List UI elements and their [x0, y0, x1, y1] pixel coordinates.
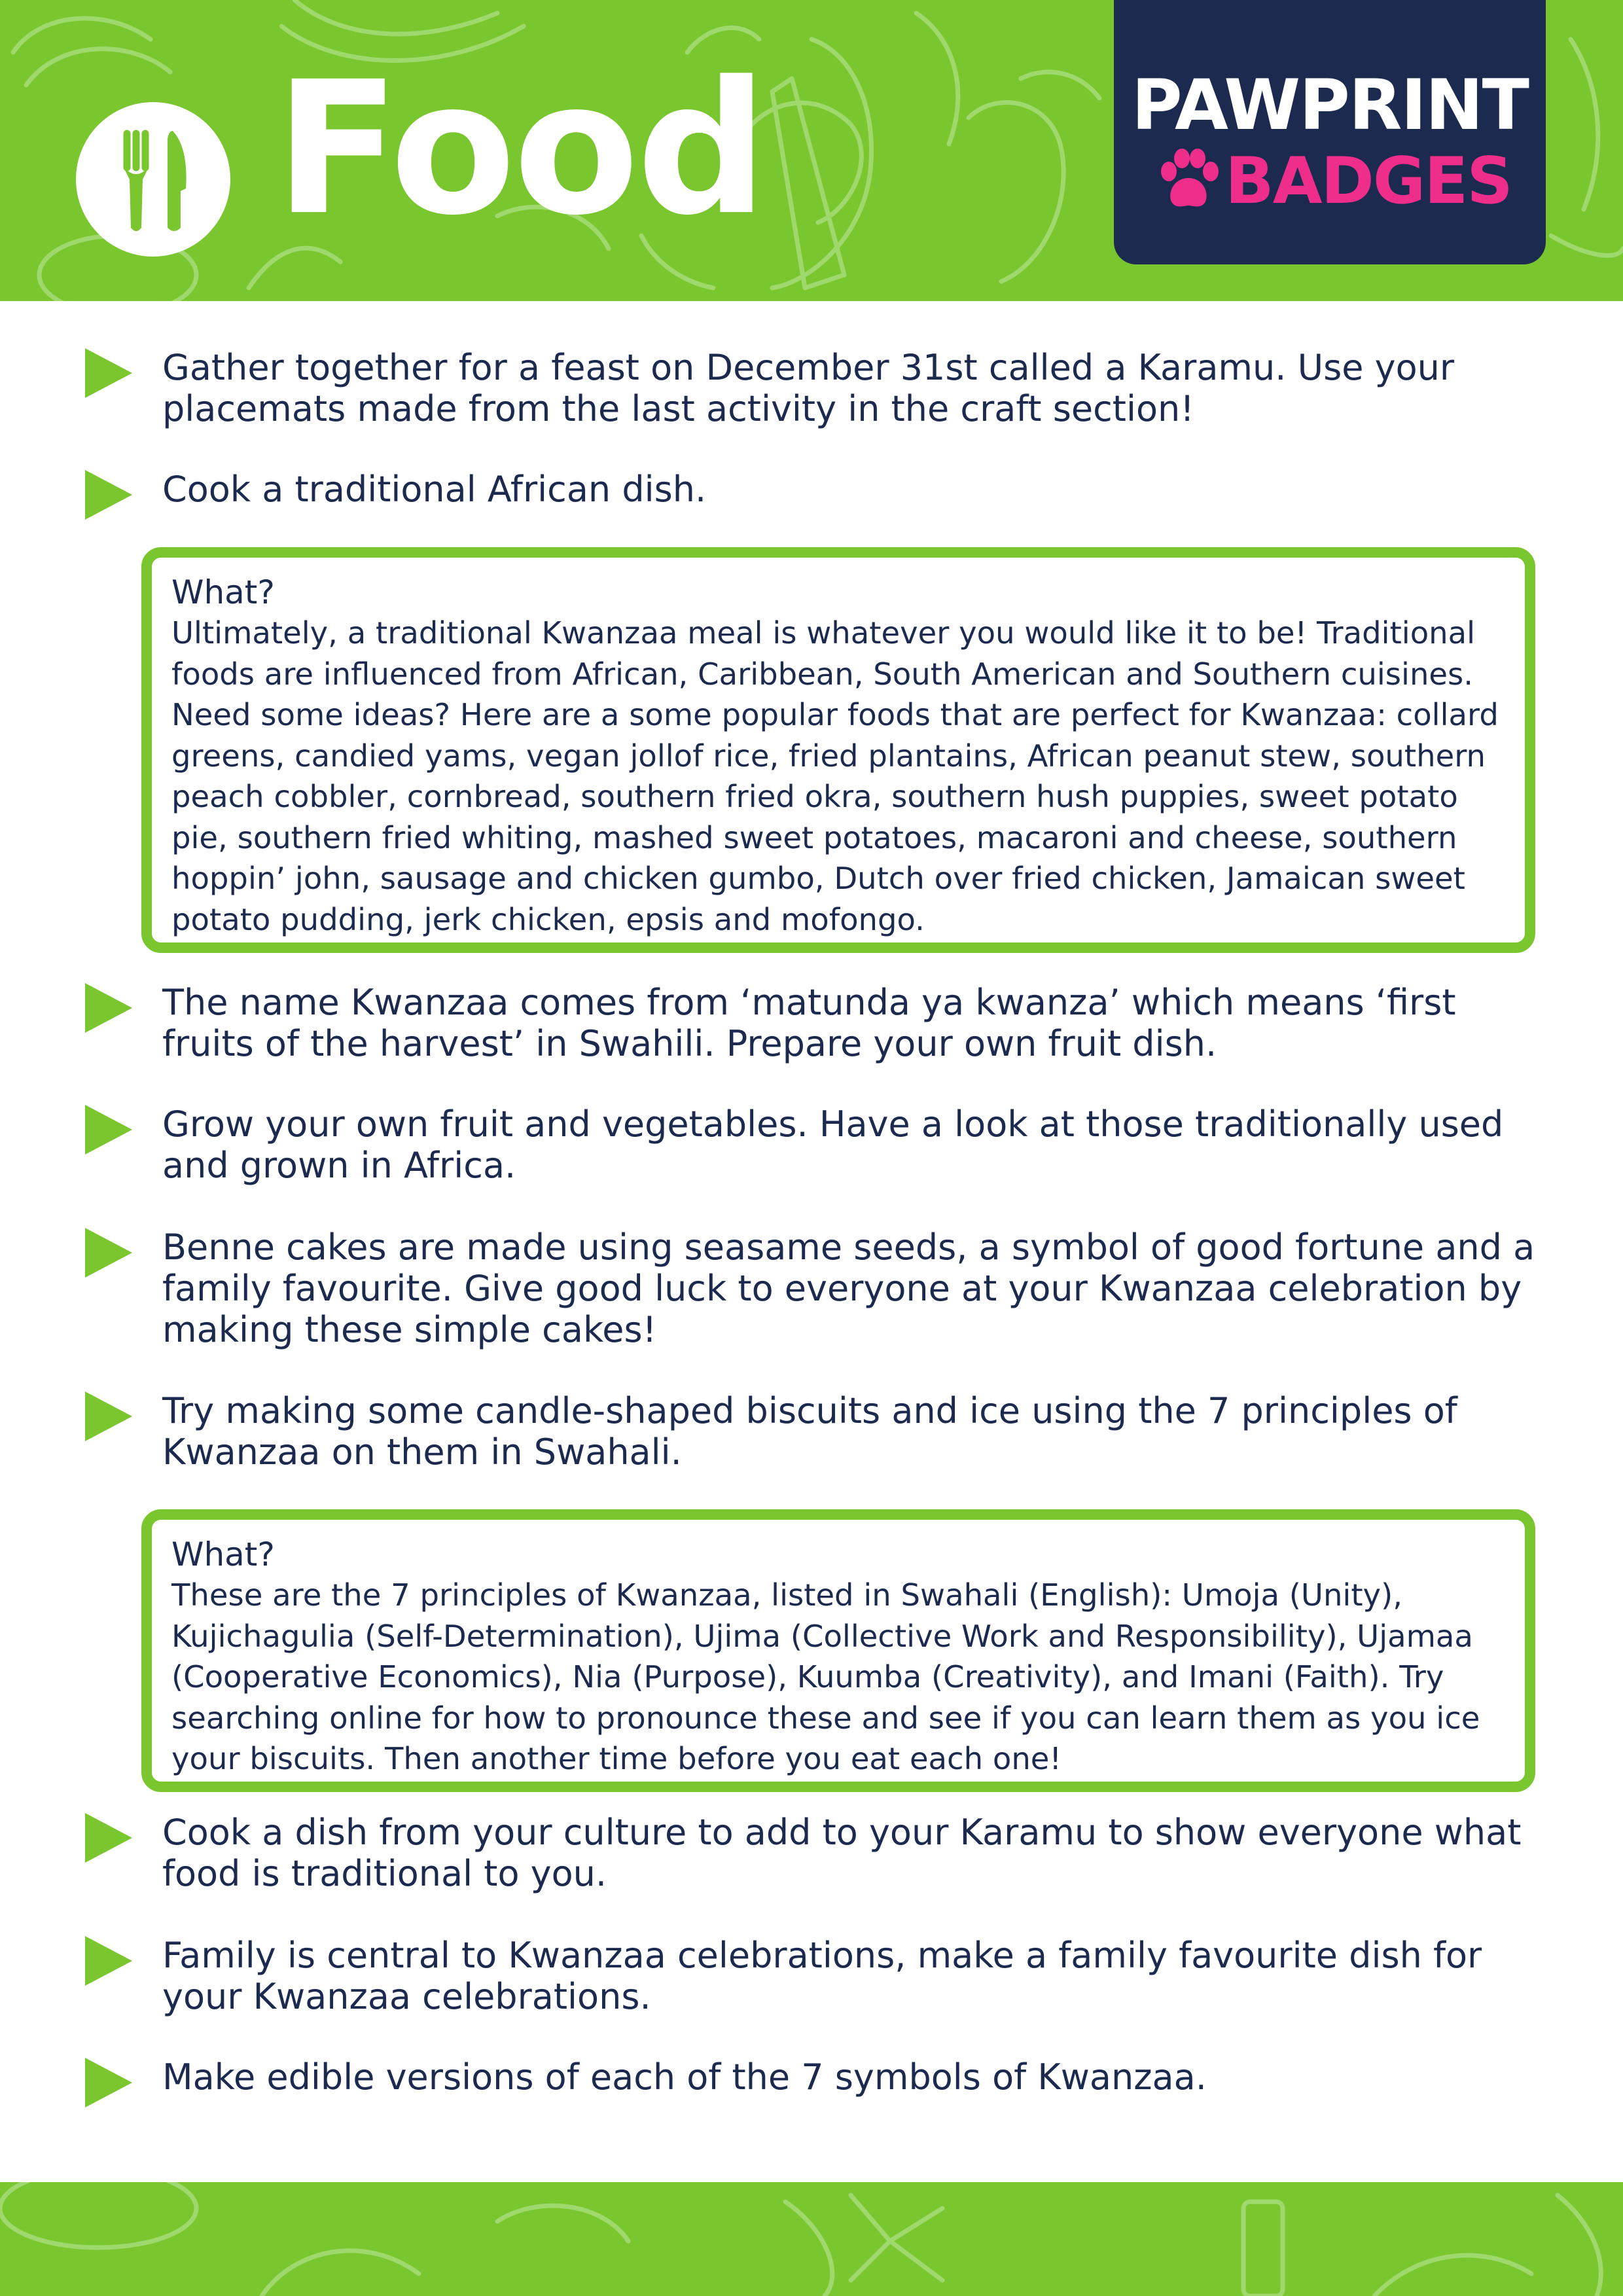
list-item-text: Try making some candle-shaped biscuits and ice using the 7 principles of Kwanzaa on them in Swahali.	[162, 1390, 1457, 1473]
page-footer	[0, 2182, 1623, 2296]
fork-knife-icon	[76, 102, 230, 257]
list-item	[85, 1935, 1551, 2017]
page-header	[0, 0, 1623, 301]
list-item	[85, 982, 1551, 1064]
list-item-text: Family is central to Kwanzaa celebrations, make a family favourite dish for your Kwanzaa celebrations.	[162, 1935, 1482, 2017]
triangle-bullet-icon	[85, 348, 132, 398]
info-box-title: What?	[171, 1535, 275, 1573]
list-item-text: The name Kwanzaa comes from ‘matunda ya kwanza’ which means ‘first fruits of the harvest’ in Swahili. Prepare your own fruit dish.	[162, 982, 1456, 1064]
page-title: Food	[275, 43, 766, 256]
list-item-text: Cook a dish from your culture to add to your Karamu to show everyone what food is traditional to you.	[162, 1812, 1522, 1894]
pawprint-badges-logo	[1114, 0, 1546, 264]
triangle-bullet-icon	[85, 1936, 132, 1986]
list-item-text: Gather together for a feast on December 31st called a Karamu. Use your placemats made from the last activity in the craft section!	[162, 347, 1455, 429]
list-item	[85, 1103, 1551, 1186]
list-item	[85, 1812, 1551, 1894]
list-item-text: Grow your own fruit and vegetables. Have a look at those traditionally used and grown in Africa.	[162, 1103, 1504, 1186]
list-item	[85, 347, 1551, 429]
info-box-principles	[141, 1509, 1535, 1792]
triangle-bullet-icon	[85, 470, 132, 520]
triangle-bullet-icon	[85, 1813, 132, 1863]
list-item	[85, 1227, 1551, 1350]
info-box-ideas	[141, 547, 1535, 953]
triangle-bullet-icon	[85, 2058, 132, 2108]
triangle-bullet-icon	[85, 1228, 132, 1278]
logo-line2: BADGES	[1225, 144, 1512, 219]
triangle-bullet-icon	[85, 983, 132, 1033]
food-doodle-pattern	[0, 2182, 1623, 2296]
list-item	[85, 1390, 1551, 1473]
triangle-bullet-icon	[85, 1391, 132, 1441]
list-item	[85, 2056, 1551, 2098]
list-item-text: Cook a traditional African dish.	[162, 469, 707, 510]
triangle-bullet-icon	[85, 1105, 132, 1155]
info-box-title: What?	[171, 573, 275, 611]
list-item-text: Make edible versions of each of the 7 symbols of Kwanzaa.	[162, 2056, 1207, 2098]
list-item-text: Benne cakes are made using seasame seeds, a symbol of good fortune and a family favourite. Give good luck to everyone at your Kwanzaa celebration by making these simple cakes!	[162, 1227, 1535, 1350]
paw-icon	[1154, 145, 1222, 213]
info-box-text: These are the 7 principles of Kwanzaa, listed in Swahali (English): Umoja (Unity), Kujichagulia (Self-Determination), Ujima (Collective Work and Responsibility), Ujamaa (Cooperative Economics), Nia (Purpose), Kuumba (Creativity), and Imani (Faith). Try searching online for how to pronounce these and see if you can learn them as you ice your biscuits. Then another time before you eat each one!	[171, 1577, 1480, 1776]
list-item	[85, 469, 1551, 510]
logo-line1: PAWPRINT	[1132, 65, 1528, 145]
info-box-text: Ultimately, a traditional Kwanzaa meal is whatever you would like it to be! Traditional foods are influenced from African, Caribbean, South American and Southern cuisines. Need some ideas? Here are a some popular foods that are perfect for Kwanzaa: collard greens, candied yams, vegan jollof rice, fried plantains, African peanut stew, southern peach cobbler, cornbread, southern fried okra, southern hush puppies, sweet potato pie, southern fried whiting, mashed sweet potatoes, macaroni and cheese, southern hoppin’ john, sausage and chicken gumbo, Dutch over fried chicken, Jamaican sweet potato pudding, jerk chicken, epsis and mofongo.	[171, 615, 1499, 937]
